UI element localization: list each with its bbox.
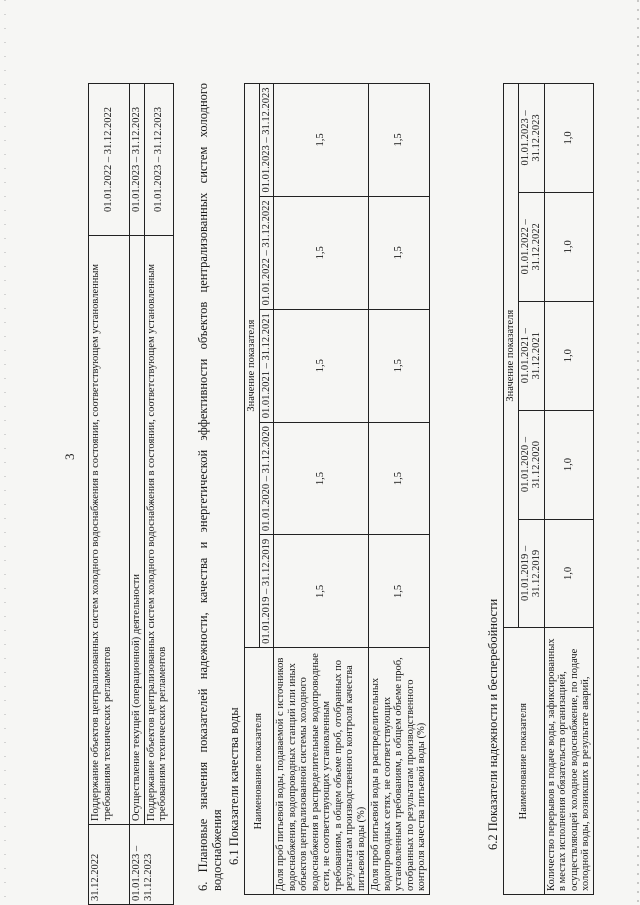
value-cell: 1,0 [544,519,593,628]
section-6-1-title: 6.1 Показатели качества воды [227,707,241,865]
table-row [274,84,369,895]
value-cell: 1,5 [369,422,430,535]
header-value-group: Значение показателя [504,84,519,628]
cell-desc: Осуществление текущей (операционной) деятельности [130,235,145,824]
header-value-group: Значение показателя [245,84,260,648]
header-period: 01.01.2019 – 31.12.2019 [518,519,544,628]
cell-period: 31.12.2022 [89,825,130,905]
table-row [144,84,173,905]
header-period: 01.01.2021 – 31.12.2021 [518,301,544,410]
indicator-name: Доля проб питьевой воды, подаваемой с источников водоснабжения, водопроводных станций или иных объектов централизованной системы холодного водоснабжения в распределительные водопроводные сети, не соответствующих установленным требованиям, в общем объеме проб, отобранных по результатам производственного контроля качества питьевой воды (%) [274,648,369,895]
header-period: 01.01.2020 – 31.12.2020 [259,422,274,535]
cell-period: 01.01.2023 – 31.12.2023 [130,825,174,905]
indicator-name: Количество перерывов в подаче воды, зафиксированных в местах исполнения обязательств организацией, осуществляющей холодное водоснабжение, по подаче холодной воды, возникших в результате аварий, [544,628,593,895]
value-cell: 1,5 [369,84,430,197]
header-period: 01.01.2023 – 31.12.2023 [518,84,544,193]
top-table [88,83,174,905]
header-name: Наименование показателя [245,648,274,895]
table-header-row [504,84,519,895]
page-number: 3 [62,453,77,460]
value-cell: 1,0 [544,410,593,519]
header-name: Наименование показателя [504,628,545,895]
header-period: 01.01.2021 – 31.12.2021 [259,309,274,422]
section-6-2-title: 6.2 Показатели надежности и бесперебойности [486,598,500,850]
reliability-table [503,83,594,895]
header-period: 01.01.2019 – 31.12.2019 [259,535,274,648]
table-header-row [245,84,260,895]
value-cell: 1,5 [369,309,430,422]
cell-date-range: 01.01.2023 – 31.12.2023 [144,84,173,236]
table-row [369,84,430,895]
cell-desc: Поддержание объектов централизованных систем холодного водоснабжения в состоянии, соответствующем установленным требованиям технических регламентов [144,235,173,824]
quality-table [244,83,430,895]
cell-desc: Поддержание объектов централизованных систем холодного водоснабжения в состоянии, соответствующем установленным требованиям технических регламентов [89,235,130,824]
value-cell: 1,0 [544,301,593,410]
value-cell: 1,0 [544,84,593,193]
value-cell: 1,5 [274,309,369,422]
table-row [89,84,130,905]
value-cell: 1,5 [274,84,369,197]
table-row [130,84,145,905]
cell-date-range: 01.01.2022 – 31.12.2022 [89,84,130,236]
value-cell: 1,5 [274,422,369,535]
table-row [544,84,593,895]
header-period: 01.01.2022 – 31.12.2022 [518,192,544,301]
value-cell: 1,5 [274,535,369,648]
value-cell: 1,5 [274,196,369,309]
header-period: 01.01.2023 – 31.12.2023 [259,84,274,197]
section-6-heading: 6. Плановые значения показателей надежности, качества и энергетической эффективности объектов централизованных систем холодного водоснабжения [196,83,224,891]
value-cell: 1,5 [369,535,430,648]
header-period: 01.01.2022 – 31.12.2022 [259,196,274,309]
header-period: 01.01.2020 – 31.12.2020 [518,410,544,519]
indicator-name: Доля проб питьевой воды в распределительных водопроводных сетях, не соответствующих установленным требованиям, в общем объеме проб, отобранных по результатам производственного контроля качества питьевой воды (%) [369,648,430,895]
value-cell: 1,0 [544,192,593,301]
value-cell: 1,5 [369,196,430,309]
cell-date-range: 01.01.2023 – 31.12.2023 [130,84,145,236]
